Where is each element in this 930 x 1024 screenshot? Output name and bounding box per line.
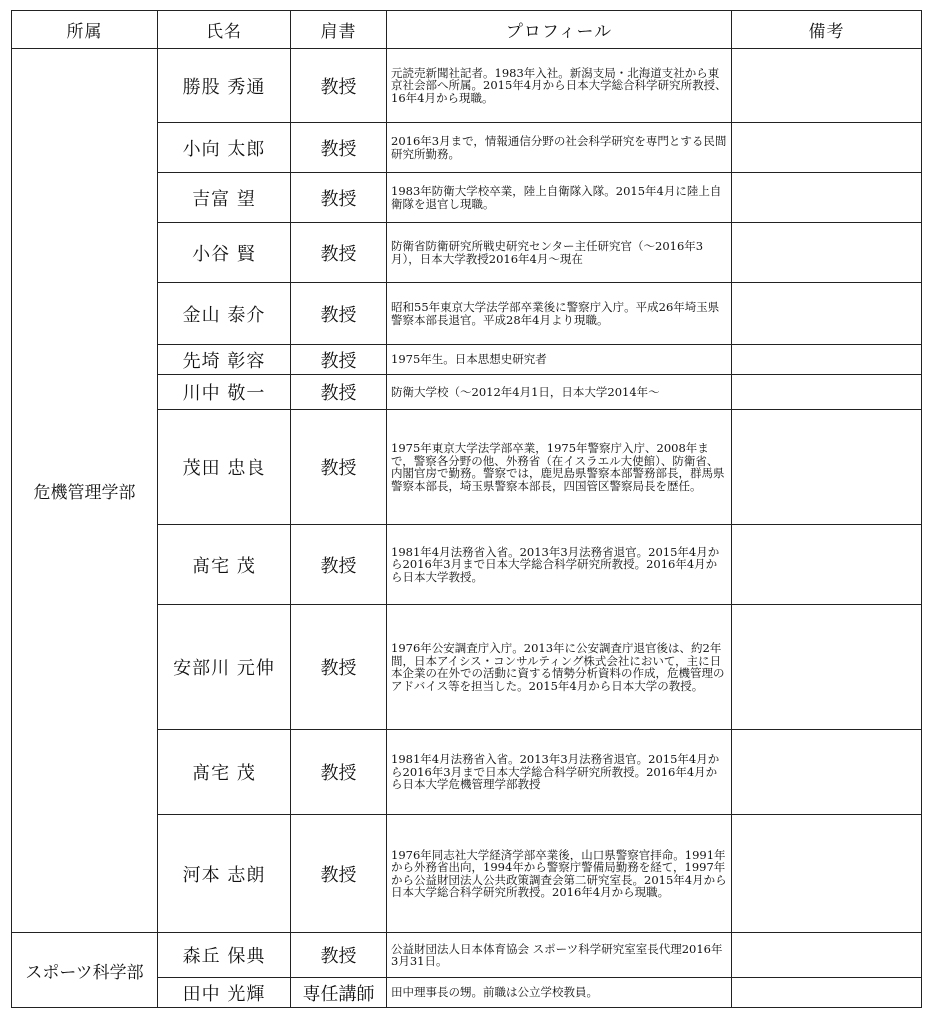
name-cell: 安部川 元伸 <box>158 605 291 730</box>
title-cell: 教授 <box>291 375 387 410</box>
name-cell: 茂田 忠良 <box>158 410 291 525</box>
table-row <box>12 49 922 123</box>
profile-cell: 1975年東京大学法学部卒業，1975年警察庁入庁、2008年まで，警察各分野の他、外務省（在イスラエル大使館）、防衛省、内閣官房で勤務。警察では，鹿児島県警察本部警務部長，群馬県警察本部長，埼玉県警察本部長，四国管区警察局長を歴任。 <box>387 410 732 525</box>
header-name: 氏名 <box>158 11 291 49</box>
title-cell: 教授 <box>291 283 387 345</box>
name-cell: 髙宅 茂 <box>158 730 291 815</box>
header-profile: プロフィール <box>387 11 732 49</box>
note-cell <box>732 173 922 223</box>
title-cell: 教授 <box>291 410 387 525</box>
title-cell: 教授 <box>291 605 387 730</box>
profile-cell: 1976年同志社大学経済学部卒業後，山口県警察官拝命。1991年から外務省出向，1994年から警察庁警備局勤務を経て，1997年から公益財団法人公共政策調査会第二研究室長。2015年4月から日本大学総合科学研究所教授。2016年4月から現職。 <box>387 815 732 933</box>
title-cell: 教授 <box>291 933 387 978</box>
dept-cell: 危機管理学部 <box>12 49 158 933</box>
name-cell: 小谷 賢 <box>158 223 291 283</box>
name-cell: 河本 志朗 <box>158 815 291 933</box>
profile-cell: 昭和55年東京大学法学部卒業後に警察庁入庁。平成26年埼玉県警察本部長退官。平成28年4月より現職。 <box>387 283 732 345</box>
header-note: 備考 <box>732 11 922 49</box>
title-cell: 教授 <box>291 525 387 605</box>
title-cell: 教授 <box>291 815 387 933</box>
name-cell: 先埼 彰容 <box>158 345 291 375</box>
title-cell: 教授 <box>291 123 387 173</box>
faculty-table <box>11 10 922 1008</box>
note-cell <box>732 283 922 345</box>
note-cell <box>732 375 922 410</box>
profile-cell: 防衛大学校（～2012年4月1日，日本大学2014年～ <box>387 375 732 410</box>
title-cell: 教授 <box>291 223 387 283</box>
header-dept: 所属 <box>12 11 158 49</box>
profile-cell: 防衛省防衛研究所戦史研究センター主任研究官（～2016年3月），日本大学教授2016年4月～現在 <box>387 223 732 283</box>
name-cell: 森丘 保典 <box>158 933 291 978</box>
name-cell: 金山 泰介 <box>158 283 291 345</box>
profile-cell: 田中理事長の甥。前職は公立学校教員。 <box>387 978 732 1008</box>
profile-cell: 1975年生。日本思想史研究者 <box>387 345 732 375</box>
title-cell: 教授 <box>291 173 387 223</box>
title-cell: 教授 <box>291 730 387 815</box>
table-row <box>12 933 922 978</box>
profile-cell: 元読売新聞社記者。1983年入社。新潟支局・北海道支社から東京社会部へ所属。2015年4月から日本大学総合科学研究所教授、16年4月から現職。 <box>387 49 732 123</box>
title-cell: 教授 <box>291 345 387 375</box>
profile-cell: 1983年防衛大学校卒業，陸上自衛隊入隊。2015年4月に陸上自衛隊を退官し現職。 <box>387 173 732 223</box>
profile-cell: 1981年4月法務省入省。2013年3月法務省退官。2015年4月から2016年3月まで日本大学総合科学研究所教授。2016年4月から日本大学危機管理学部教授 <box>387 730 732 815</box>
note-cell <box>732 49 922 123</box>
name-cell: 小向 太郎 <box>158 123 291 173</box>
note-cell <box>732 815 922 933</box>
header-row <box>12 11 922 49</box>
profile-cell: 2016年3月まで，情報通信分野の社会科学研究を専門とする民間研究所勤務。 <box>387 123 732 173</box>
profile-cell: 1981年4月法務省入省。2013年3月法務省退官。2015年4月から2016年3月まで日本大学総合科学研究所教授。2016年4月から日本大学教授。 <box>387 525 732 605</box>
name-cell: 髙宅 茂 <box>158 525 291 605</box>
name-cell: 勝股 秀通 <box>158 49 291 123</box>
note-cell <box>732 345 922 375</box>
name-cell: 吉富 望 <box>158 173 291 223</box>
note-cell <box>732 123 922 173</box>
note-cell <box>732 605 922 730</box>
name-cell: 田中 光輝 <box>158 978 291 1008</box>
name-cell: 川中 敬一 <box>158 375 291 410</box>
note-cell <box>732 730 922 815</box>
title-cell: 専任講師 <box>291 978 387 1008</box>
title-cell: 教授 <box>291 49 387 123</box>
note-cell <box>732 933 922 978</box>
note-cell <box>732 410 922 525</box>
note-cell <box>732 525 922 605</box>
note-cell <box>732 223 922 283</box>
note-cell <box>732 978 922 1008</box>
profile-cell: 公益財団法人日本体育協会 スポーツ科学研究室室長代理2016年3月31日。 <box>387 933 732 978</box>
profile-cell: 1976年公安調査庁入庁。2013年に公安調査庁退官後は、約2年間，日本アイシス・コンサルティング株式会社において，主に日本企業の在外での活動に資する情勢分析資料の作成，危機管理のアドバイス等を担当した。2015年4月から日本大学の教授。 <box>387 605 732 730</box>
dept-cell: スポーツ科学部 <box>12 933 158 1008</box>
header-title: 肩書 <box>291 11 387 49</box>
